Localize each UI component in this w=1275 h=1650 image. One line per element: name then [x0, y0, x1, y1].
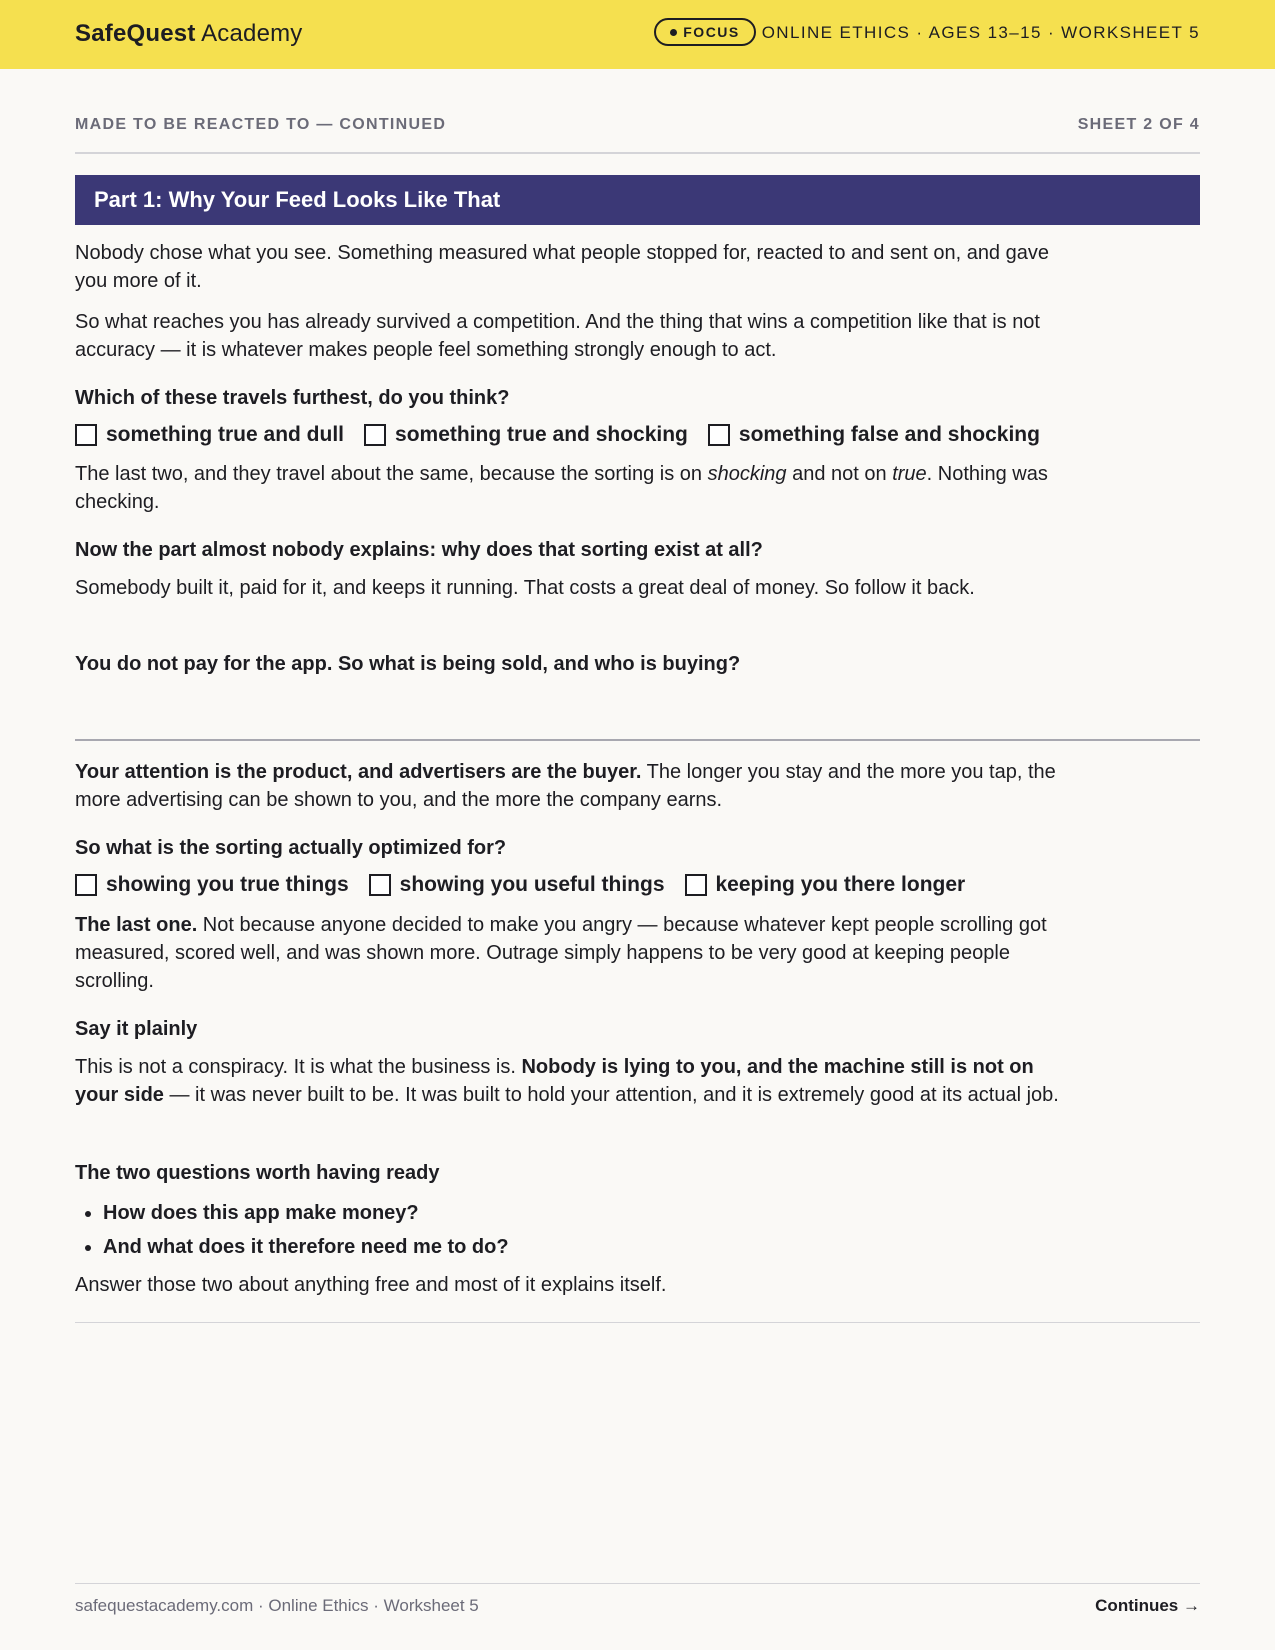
answer-text: The last two, and they travel about the same, because the sorting is on [75, 463, 708, 485]
checkbox[interactable] [708, 424, 730, 446]
brand-name-bold: SafeQuest [75, 20, 196, 47]
continues-link[interactable]: Continues → [1095, 1596, 1200, 1615]
checkbox[interactable] [75, 874, 97, 896]
list-item: • And what does it therefore need me to do? [103, 1230, 509, 1264]
list-item: • How does this app make money? [103, 1196, 509, 1230]
intro-paragraph-2: So what reaches you has already survived a competition. And the thing that wins a competition like that is not accuracy — it is whatever makes people feel something strongly enough to act. [75, 311, 1040, 361]
two-questions-list [75, 1196, 509, 1264]
focus-badge-label: FOCUS [683, 24, 740, 40]
option-label: showing you useful things [399, 873, 665, 896]
question-optimized-for: So what is the sorting actually optimized for? [75, 837, 507, 859]
option-keep-longer[interactable] [685, 873, 966, 897]
answer-attention-product [75, 758, 1075, 814]
answer-bold: The last one. [75, 914, 198, 936]
option-true-shocking[interactable] [364, 423, 688, 447]
question-why-sorting: Now the part almost nobody explains: why does that sorting exist at all? [75, 539, 763, 561]
option-label: keeping you there longer [715, 873, 966, 896]
closing-paragraph: Answer those two about anything free and most of it explains itself. [75, 1274, 667, 1296]
answer-text: and not on [786, 463, 893, 485]
options-optimized-for [75, 873, 985, 897]
options-travels-furthest [75, 423, 1060, 447]
dot-icon [670, 29, 677, 36]
paragraph-say-plainly [75, 1053, 1075, 1109]
footer-divider [75, 1583, 1200, 1584]
option-true-dull[interactable] [75, 423, 344, 447]
plain-text: — it was never built to be. It was built to hold your attention, and it is extremely good at its actual job. [163, 1084, 1059, 1106]
paragraph-follow-money: Somebody built it, paid for it, and keeps it running. That costs a great deal of money. So follow it back. [75, 577, 975, 599]
sheet-subheader [75, 116, 1200, 154]
answer-optimized-for [75, 911, 1075, 995]
focus-badge [654, 18, 756, 46]
plain-text: This is not a conspiracy. It is what the business is. [75, 1056, 522, 1078]
answer-text: The longer you stay and the more you tap, the more advertising can be shown to you, and the more the company earns. [75, 761, 1056, 811]
answer-text: . Nothing was checking. [75, 463, 1048, 513]
course-label: ONLINE ETHICS · AGES 13–15 · WORKSHEET 5 [761, 23, 1200, 42]
answer-bold: Your attention is the product, and advertisers are the buyer. [75, 761, 642, 783]
option-true-things[interactable] [75, 873, 349, 897]
option-label: something true and shocking [395, 423, 688, 446]
checkbox[interactable] [75, 424, 97, 446]
intro-paragraph-1: Nobody chose what you see. Something measured what people stopped for, reacted to and sent on, and gave you more of it. [75, 242, 1049, 292]
question-travels-furthest: Which of these travels furthest, do you think? [75, 387, 510, 409]
heading-two-questions: The two questions worth having ready [75, 1162, 440, 1184]
brand-name-light: Academy [201, 20, 303, 47]
sheet-number: SHEET 2 OF 4 [1077, 116, 1200, 133]
checkbox[interactable] [369, 874, 391, 896]
part-title: Part 1: Why Your Feed Looks Like That [75, 175, 1200, 225]
option-useful-things[interactable] [369, 873, 665, 897]
divider [75, 1322, 1200, 1323]
emphasis-shocking: shocking [707, 463, 787, 485]
answer-write-line[interactable] [75, 739, 1200, 741]
checkbox[interactable] [685, 874, 707, 896]
answer-text: Not because anyone decided to make you angry — because whatever kept people scrolling got measured, scored well, and was shown more. Outrage simply happens to be very good at keeping people scrolling. [75, 914, 1047, 992]
plain-bold: Nobody is lying to you, and the machine still is not on your side [75, 1056, 1034, 1106]
option-label: something true and dull [106, 423, 345, 446]
footer-source: safequestacademy.com · Online Ethics · Worksheet 5 [75, 1596, 479, 1615]
brand-logo [75, 20, 303, 48]
heading-say-plainly: Say it plainly [75, 1018, 198, 1040]
checkbox[interactable] [364, 424, 386, 446]
option-false-shocking[interactable] [708, 423, 1040, 447]
section-continued-label: MADE TO BE REACTED TO — CONTINUED [75, 116, 447, 133]
question-what-sold: You do not pay for the app. So what is being sold, and who is buying? [75, 653, 741, 675]
option-label: showing you true things [106, 873, 349, 896]
option-label: something false and shocking [738, 423, 1040, 446]
answer-travels-furthest [75, 460, 1075, 516]
emphasis-true: true [892, 463, 927, 485]
header-bar [0, 0, 1275, 69]
